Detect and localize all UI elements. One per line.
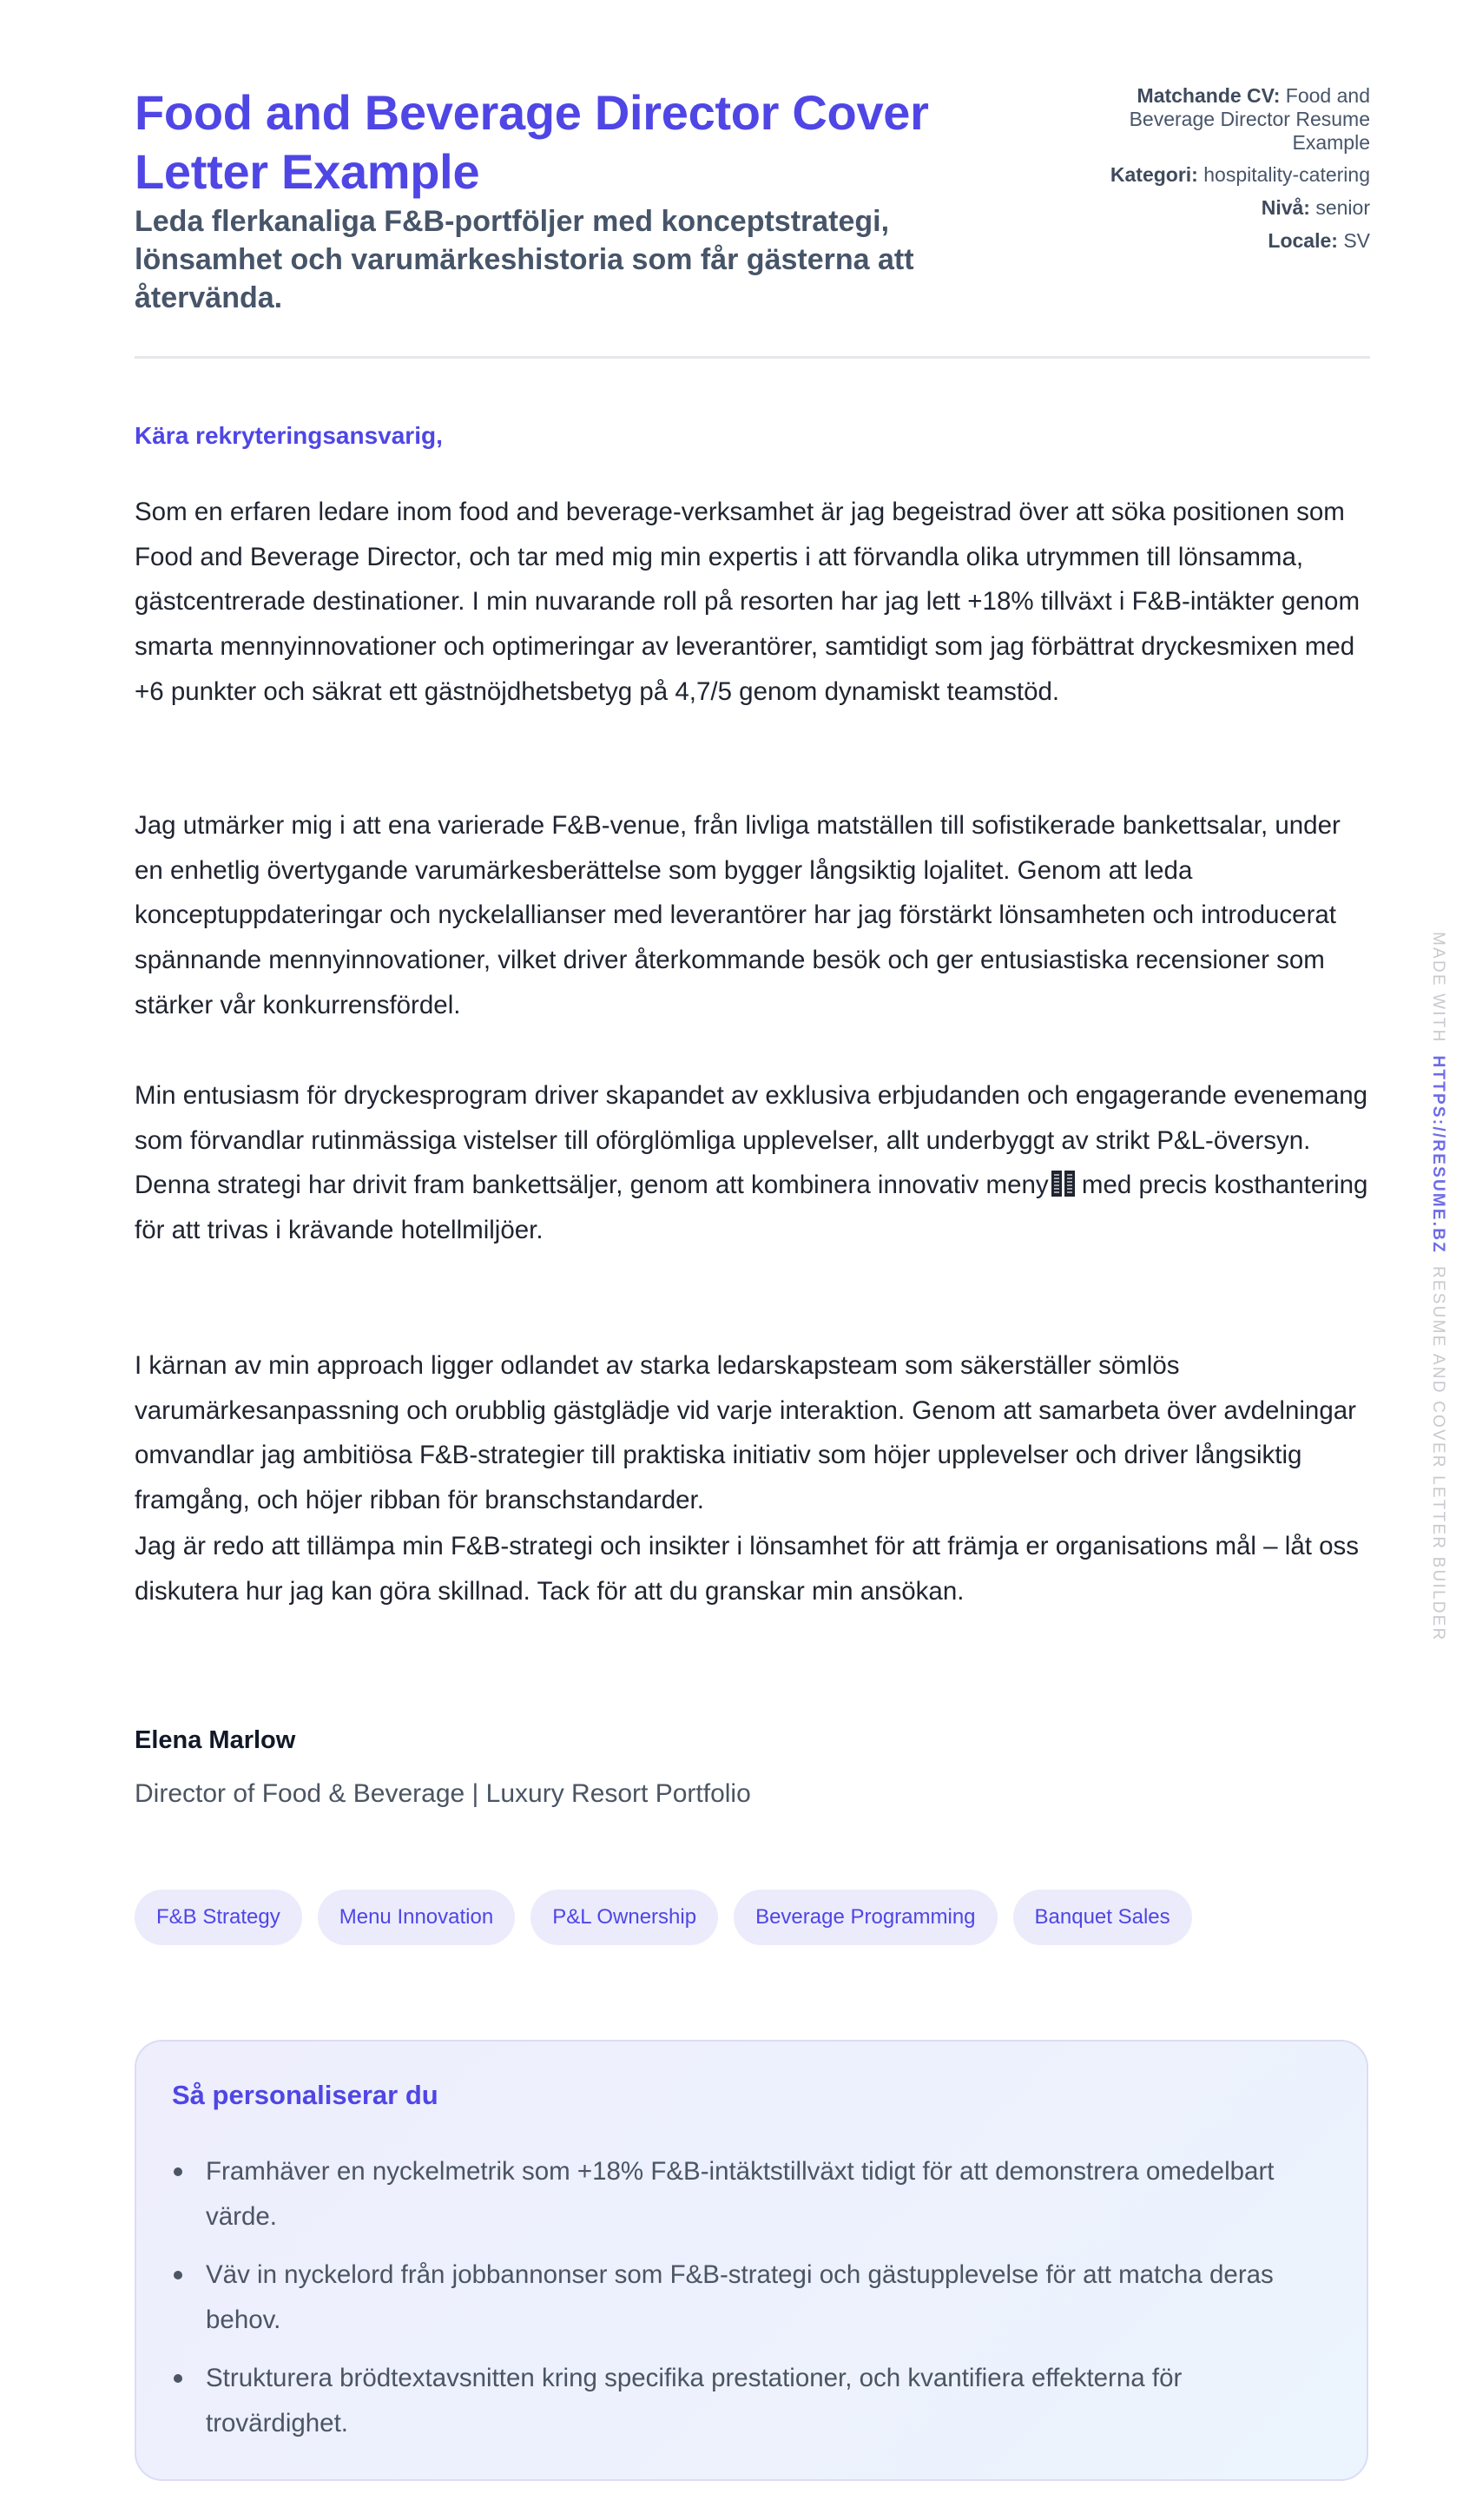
letter-paragraph: I kärnan av min approach ligger odlandet av starka ledarskapsteam som säkerställer sömlös varumärkesanpassning och orubblig gästglädje vid varje interaktion. Genom att samarbeta över avdelningar omvandlar jag ambitiösa F&B-strategier till praktiska initiativ som höjer upplevelser och driver långsiktig framgång, och höjer ribban för branschstandarder.: [135, 1351, 1356, 1515]
meta-value: hospitality-catering: [1203, 163, 1370, 186]
letter-paragraph: Som en erfaren ledare inom food and beverage-verksamhet är jag begeistrad över att söka positionen som Food and Beverage Director, och tar med mig min expertis i att förvandla olika utrymmen till lönsamma, gästcentrerade destinationer. I min nuvarande roll på resorten har jag lett +18% tillväxt i F&B-intäkter genom smarta mennyinnovationer och optimeringar av leverantörer, samtidigt som jag förbättrat dryckesmixen med +6 punkter och säkrat ett gästnöjdhetsbetyg på 4,7/5 genom dynamiskt teamstöd.: [135, 498, 1361, 706]
skill-tag: Menu Innovation: [318, 1890, 515, 1945]
tips-item: [172, 2149, 1318, 2239]
page-subtitle: Leda flerkanaliga F&B-portföljer med konceptstrategi, lönsamhet och varumärkeshistoria som får gästerna att återvända.: [135, 205, 914, 314]
bullet-icon: [174, 2167, 182, 2176]
personalization-tips-box: [135, 2040, 1368, 2481]
header-divider: [135, 356, 1370, 359]
tips-item-text: Väv in nyckelord från jobbannonser som F&B-strategi och gästupplevelse för att matcha deras behov.: [206, 2260, 1274, 2334]
tips-list: [172, 2149, 1318, 2459]
paragraph-text: med precis kosthantering för att trivas i krävande hotellmiljöer.: [135, 1171, 1368, 1245]
letter-paragraph: Jag utmärker mig i att ena varierade F&B-venue, från livliga matställen till sofistikerade bankettsalar, under en enhetlig övertygande varumärkesberättelse som bygger långsiktig lojalitet. Genom att leda konceptuppdateringar och nyckelallianser med leverantörer har jag förstärkt lönsamheten och introducerat spännande mennyinnovationer, vilket driver återkommande besök och ger entusiastiska recensioner som stärker vår konkurrensfördel.: [135, 811, 1341, 1019]
bullet-icon: [174, 2374, 182, 2383]
meta-level: [1084, 195, 1370, 221]
letter-paragraph: Jag är redo att tillämpa min F&B-strategi och insikter i lönsamhet för att främja er organisations mål – låt oss diskutera hur jag kan göra skillnad. Tack för att du granskar min ansökan.: [135, 1532, 1360, 1606]
page-title: Food and Beverage Director Cover Letter Example: [135, 85, 929, 199]
skill-tag: Banquet Sales: [1013, 1890, 1192, 1945]
tips-item: [172, 2356, 1318, 2445]
side-branding: [1427, 932, 1453, 1653]
skill-tag: P&L Ownership: [530, 1890, 718, 1945]
signature-title: Director of Food & Beverage | Luxury Resort Portfolio: [135, 1779, 751, 1808]
meta-key: Nivå:: [1261, 196, 1310, 219]
bullet-icon: [174, 2271, 182, 2279]
tips-title: Så personaliserar du: [172, 2080, 438, 2110]
letter-greeting: Kära rekryteringsansvarig,: [135, 422, 443, 449]
meta-key: Matchande CV:: [1137, 84, 1281, 107]
paragraph-text: Min entusiasm för dryckesprogram driver skapandet av exklusiva erbjudanden och engagerande evenemang som förvandlar rutinmässiga vistelser till oförglömliga upplevelser, allt underbyggt av strikt P&L-översyn. Denna strategi har drivit fram bankettsäljer, genom att kombinera innovativ meny: [135, 1081, 1368, 1200]
meta-value: Food and Beverage Director Resume Example: [1129, 84, 1370, 154]
meta-value: senior: [1315, 196, 1370, 219]
meta-matching-resume: [1084, 84, 1370, 155]
branding-prefix: MADE WITH: [1429, 932, 1447, 1044]
tips-item-text: Strukturera brödtextavsnitten kring specifika prestationer, och kvantifiera effekterna för trovärdighet.: [206, 2364, 1183, 2438]
skill-tag: F&B Strategy: [135, 1890, 302, 1945]
meta-key: Kategori:: [1110, 163, 1198, 186]
meta-value: SV: [1343, 229, 1370, 252]
missing-glyph-icon: [1064, 1171, 1075, 1197]
skill-tag: Beverage Programming: [734, 1890, 997, 1945]
letter-paragraph: [135, 1073, 1370, 1253]
branding-link[interactable]: HTTPS://RESUME.BZ: [1429, 1055, 1447, 1254]
side-branding-text: [1428, 932, 1447, 1641]
signature-name: Elena Marlow: [135, 1726, 296, 1754]
skill-tags: [135, 1890, 1192, 1945]
tips-item-text: Framhäver en nyckelmetrik som +18% F&B-intäktstillväxt tidigt för att demonstrera omedelbart värde.: [206, 2157, 1275, 2231]
missing-glyph-icon: [1051, 1171, 1062, 1197]
meta-locale: [1084, 228, 1370, 254]
meta-key: Locale:: [1268, 229, 1338, 252]
tips-item: [172, 2253, 1318, 2342]
page-header: [135, 0, 1370, 358]
cover-letter-page: [135, 0, 1370, 2438]
meta-panel: [1084, 84, 1370, 261]
meta-category: [1084, 162, 1370, 188]
branding-suffix: RESUME AND COVER LETTER BUILDER: [1429, 1265, 1447, 1642]
